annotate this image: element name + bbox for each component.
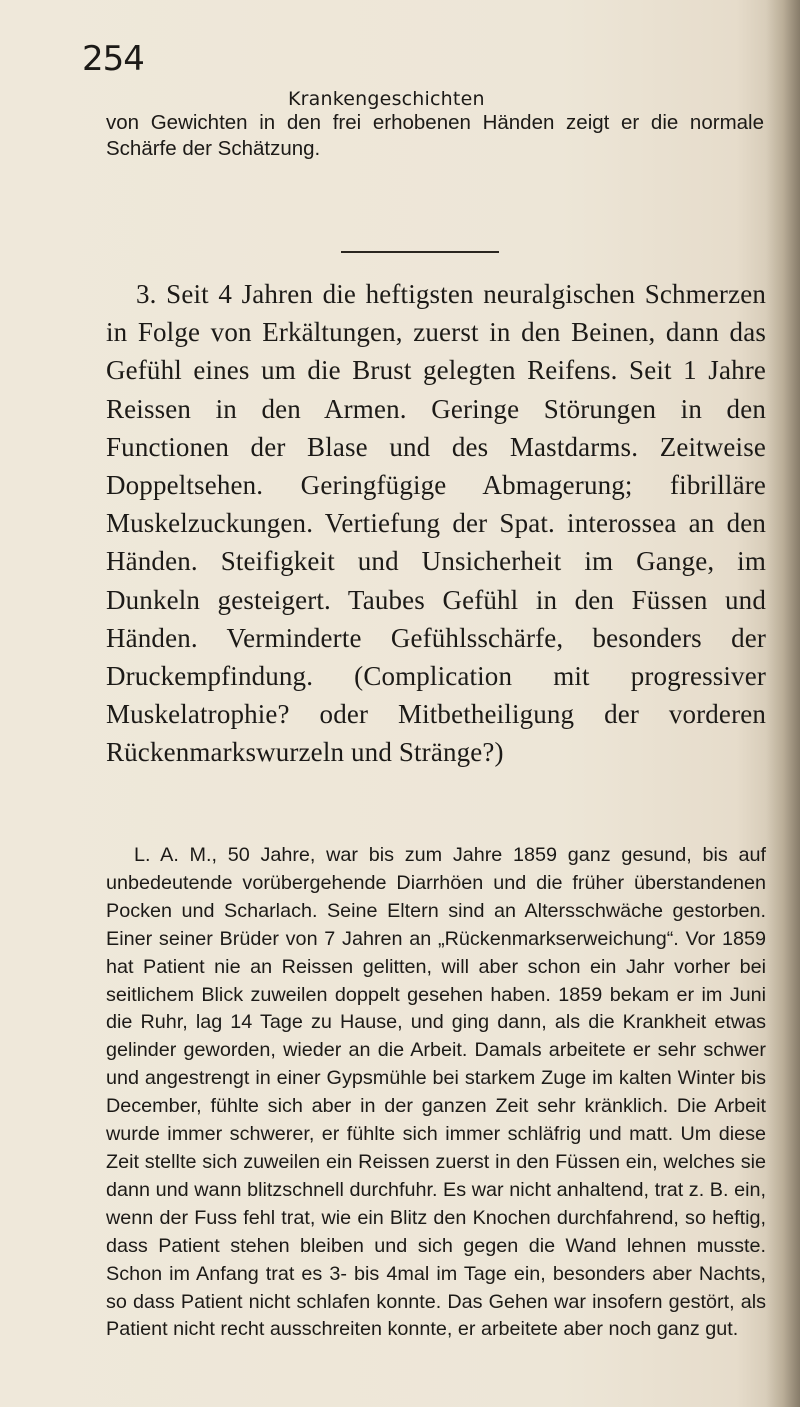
page-number: 254: [82, 39, 144, 79]
intro-paragraph: von Gewichten in den frei erhobenen Händen zeigt er die normale Schärfe der Schätzung.: [106, 111, 764, 160]
running-head: Krankengeschichten: [288, 88, 485, 110]
case-heading: 3. Seit 4 Jahren die heftigsten neuralgischen Schmerzen in Folge von Erkältungen, zuerst in den Beinen, dann das Gefühl eines um die Brust gelegten Reifens. Seit 1 Jahre Reissen in den Armen. Geringe Störungen in den Functionen der Blase und des Mastdarms. Zeitweise Doppeltsehen. Geringfügige Abmagerung; fibrilläre Muskelzuckungen. Vertiefung der Spat. interossea an den Händen. Steifigkeit und Unsicherheit im Gange, im Dunkeln gesteigert. Taubes Gefühl in den Füssen und Händen. Verminderte Gefühlsschärfe, besonders der Druckempfindung. (Complication mit progressiver Muskelatrophie? oder Mitbetheiligung der vorderen Rückenmarkswurzeln und Stränge?): [106, 279, 766, 768]
section-divider: [341, 251, 499, 253]
page-edge-shadow: [766, 0, 800, 1407]
case-body: L. A. M., 50 Jahre, war bis zum Jahre 1859 ganz gesund, bis auf unbedeutende vorübergehende Diarrhöen und die früher überstandenen Pocken und Scharlach. Seine Eltern sind an Altersschwäche gestorben. Einer seiner Brüder von 7 Jahren an „Rückenmarkserweichung“. Vor 1859 hat Patient nie an Reissen gelitten, will aber schon ein Jahr vorher bei seitlichem Blick zuweilen doppelt gesehen haben. 1859 bekam er im Juni die Ruhr, lag 14 Tage zu Hause, und ging dann, als die Krankheit etwas gelinder geworden, wieder an die Arbeit. Damals arbeitete er sehr schwer und angestrengt in einer Gypsmühle bei starkem Zuge im kalten Winter bis December, fühlte sich aber in der ganzen Zeit sehr kränklich. Die Arbeit wurde immer schwerer, er fühlte sich immer schläfrig und matt. Um diese Zeit stellte sich zuweilen ein Reissen zuerst in den Füssen ein, welches sie dann und wann blitzschnell durchfuhr. Es war nicht anhaltend, trat z. B. ein, wenn der Fuss fehl trat, wie ein Blitz den Knochen durchfahrend, so heftig, dass Patient stehen bleiben und sich gegen die Wand lehnen musste. Schon im Anfang trat es 3- bis 4mal im Tage ein, besonders aber Nachts, so dass Patient nicht schlafen konnte. Das Gehen war insofern gestört, als Patient nicht recht ausschreiten konnte, er arbeitete aber noch ganz gut.: [106, 844, 766, 1341]
